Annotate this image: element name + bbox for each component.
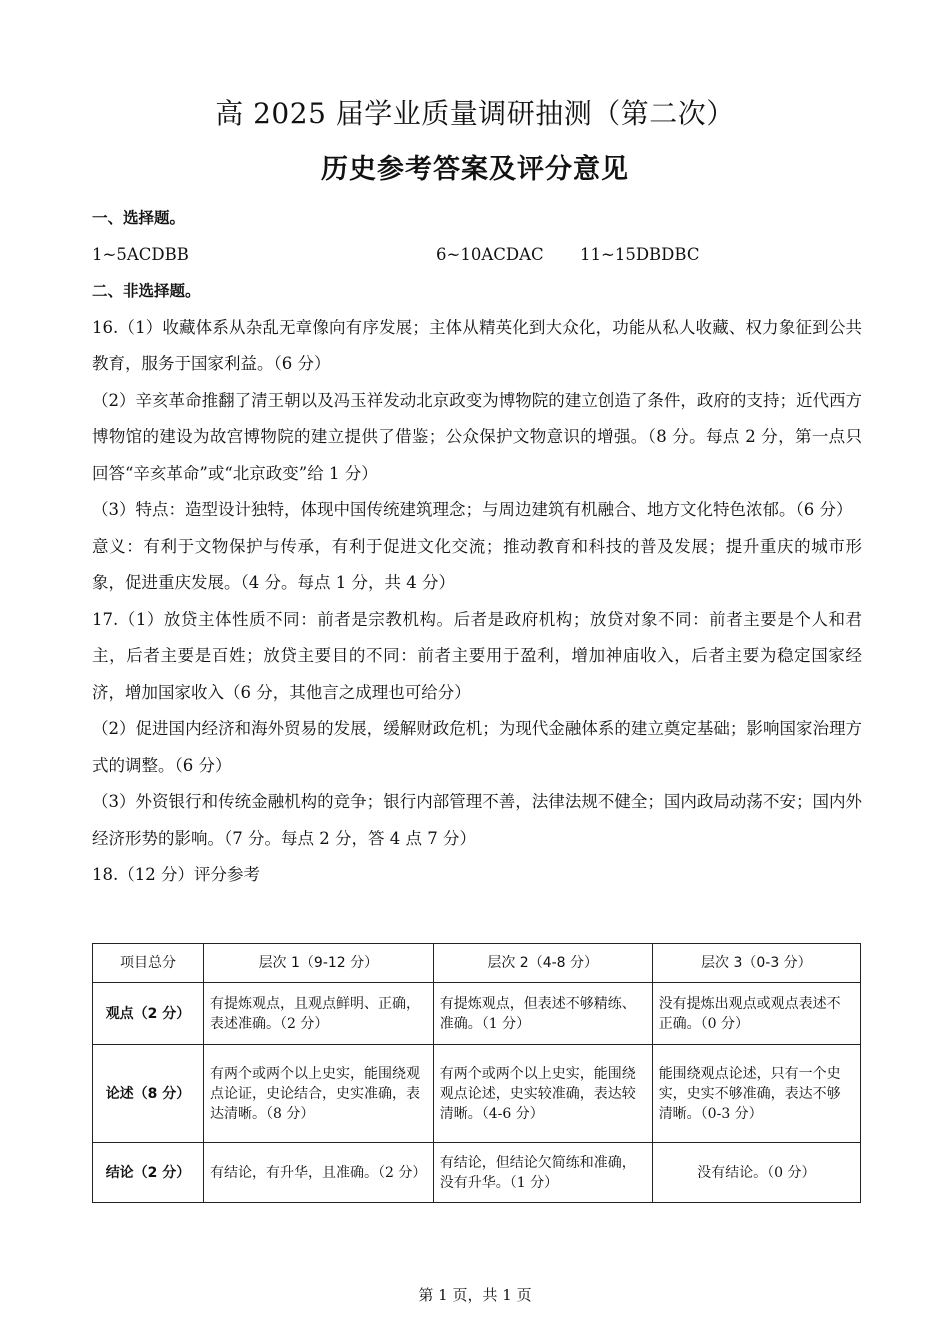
section-heading-choice: 一、选择题。 xyxy=(92,209,186,227)
table-header: 层次 1（9-12 分） xyxy=(204,944,434,983)
answer-paragraph: （3）外资银行和传统金融机构的竞争；银行内部管理不善，法律法规不健全；国内政局动荡不安；国内外经济形势的影响。（7 分。每点 2 分，答 4 点 7 分） xyxy=(92,792,862,848)
document-subtitle: 历史参考答案及评分意见 xyxy=(321,154,629,185)
row-label: 结论（2 分） xyxy=(93,1143,204,1203)
table-cell: 有结论，但结论欠简练和准确，没有升华。（1 分） xyxy=(433,1143,652,1203)
answer-paragraph: 18.（12 分）评分参考 xyxy=(92,865,260,884)
section-heading-nonchoice: 二、非选择题。 xyxy=(92,282,201,300)
choice-answers xyxy=(92,237,862,274)
answer-group-2: 6~10ACDAC xyxy=(436,244,544,264)
answer-paragraph: 16.（1）收藏体系从杂乱无章像向有序发展；主体从精英化到大众化，功能从私人收藏、权力象征到公共教育，服务于国家利益。（6 分） xyxy=(92,317,862,373)
scoring-table xyxy=(92,943,861,1203)
row-label: 观点（2 分） xyxy=(93,983,204,1045)
page-footer: 第 1 页，共 1 页 xyxy=(418,1286,532,1304)
answer-group-3: 11~15DBDBC xyxy=(580,244,700,264)
row-label: 论述（8 分） xyxy=(93,1045,204,1143)
table-cell: 有结论，有升华，且准确。（2 分） xyxy=(204,1143,434,1203)
table-header: 项目总分 xyxy=(93,944,204,983)
answer-paragraph: 17.（1）放贷主体性质不同：前者是宗教机构。后者是政府机构；放贷对象不同：前者主要是个人和君主，后者主要是百姓；放贷主要目的不同：前者主要用于盈利，增加神庙收入，后者主要为稳定国家经济，增加国家收入（6 分，其他言之成理也可给分） xyxy=(92,609,862,702)
document-title: 高 2025 届学业质量调研抽测（第二次） xyxy=(215,97,735,130)
table-cell: 没有提炼出观点或观点表述不正确。（0 分） xyxy=(652,983,860,1045)
table-cell: 没有结论。（0 分） xyxy=(652,1143,860,1203)
table-row xyxy=(93,983,861,1045)
answer-paragraph: （2）促进国内经济和海外贸易的发展，缓解财政危机；为现代金融体系的建立奠定基础；影响国家治理方式的调整。（6 分） xyxy=(92,719,862,775)
document-body xyxy=(92,200,862,894)
table-header-row xyxy=(93,944,861,983)
table-cell: 有两个或两个以上史实，能围绕观点论述，史实较准确，表达较清晰。（4-6 分） xyxy=(433,1045,652,1143)
table-cell: 有两个或两个以上史实，能围绕观点论证，史论结合，史实准确，表达清晰。（8 分） xyxy=(204,1045,434,1143)
answer-paragraph: 意义：有利于文物保护与传承，有利于促进文化交流；推动教育和科技的普及发展；提升重庆的城市形象，促进重庆发展。（4 分。每点 1 分，共 4 分） xyxy=(92,536,862,592)
table-header: 层次 2（4-8 分） xyxy=(433,944,652,983)
table-cell: 有提炼观点，且观点鲜明、正确，表述准确。（2 分） xyxy=(204,983,434,1045)
table-header: 层次 3（0-3 分） xyxy=(652,944,860,983)
table-row xyxy=(93,1045,861,1143)
answer-group-1: 1~5ACDBB xyxy=(92,244,189,264)
answer-paragraph: （3）特点：造型设计独特，体现中国传统建筑理念；与周边建筑有机融合、地方文化特色浓郁。（6 分） xyxy=(92,500,853,519)
table-row xyxy=(93,1143,861,1203)
table-cell: 能围绕观点论述，只有一个史实，史实不够准确，表达不够清晰。（0-3 分） xyxy=(652,1045,860,1143)
table-cell: 有提炼观点，但表述不够精练、准确。（1 分） xyxy=(433,983,652,1045)
answer-paragraph: （2）辛亥革命推翻了清王朝以及冯玉祥发动北京政变为博物院的建立创造了条件，政府的支持；近代西方博物馆的建设为故宫博物院的建立提供了借鉴；公众保护文物意识的增强。（8 分。每点 2 分，第一点只回答“辛亥革命”或“北京政变”给 1 分） xyxy=(92,390,862,483)
